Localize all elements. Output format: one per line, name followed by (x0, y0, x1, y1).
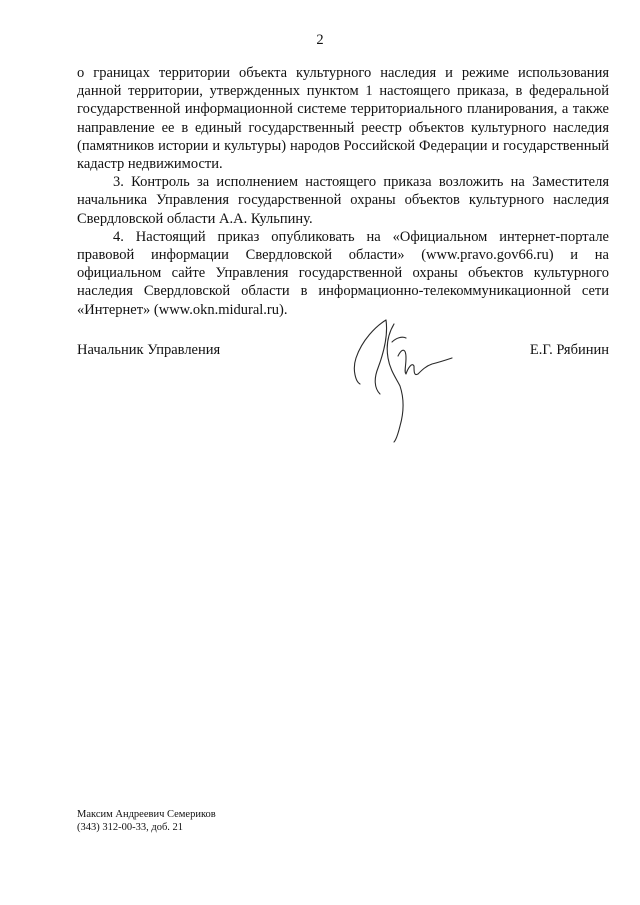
page-number: 2 (316, 32, 324, 48)
executor-info (77, 808, 216, 834)
paragraph-item-4: 4. Настоящий приказ опубликовать на «Официальном интернет-портале правовой информации Свердловской области» (www.pravo.gov66.ru) и на официальном сайте Управления государственной охраны объектов культурного наследия Свердловской области в информационно-телекоммуникационной сети «Интернет» (www.okn.midural.ru). (77, 228, 609, 318)
signatory-position: Начальник Управления (77, 342, 221, 358)
paragraph-continuation: о границах территории объекта культурного наследия и режиме использования данной территории, утвержденных пунктом 1 настоящего приказа, в федеральной государственной информационной системе территориального планирования, а также направление ее в единый государственный реестр объектов культурного наследия (памятников истории и культуры) народов Российской Федерации и государственный кадастр недвижимости. (77, 65, 609, 173)
signature-block (77, 341, 609, 361)
paragraph-item-3: 3. Контроль за исполнением настоящего приказа возложить на Заместителя начальника Управления государственной охраны объектов культурного наследия Свердловской области А.А. Кульпину. (77, 174, 609, 227)
executor-phone: (343) 312-00-33, доб. 21 (77, 822, 184, 833)
signatory-name: Е.Г. Рябинин (529, 342, 609, 358)
document-body (77, 64, 609, 319)
executor-name: Максим Андреевич Семериков (77, 809, 216, 820)
handwritten-signature (348, 312, 458, 444)
